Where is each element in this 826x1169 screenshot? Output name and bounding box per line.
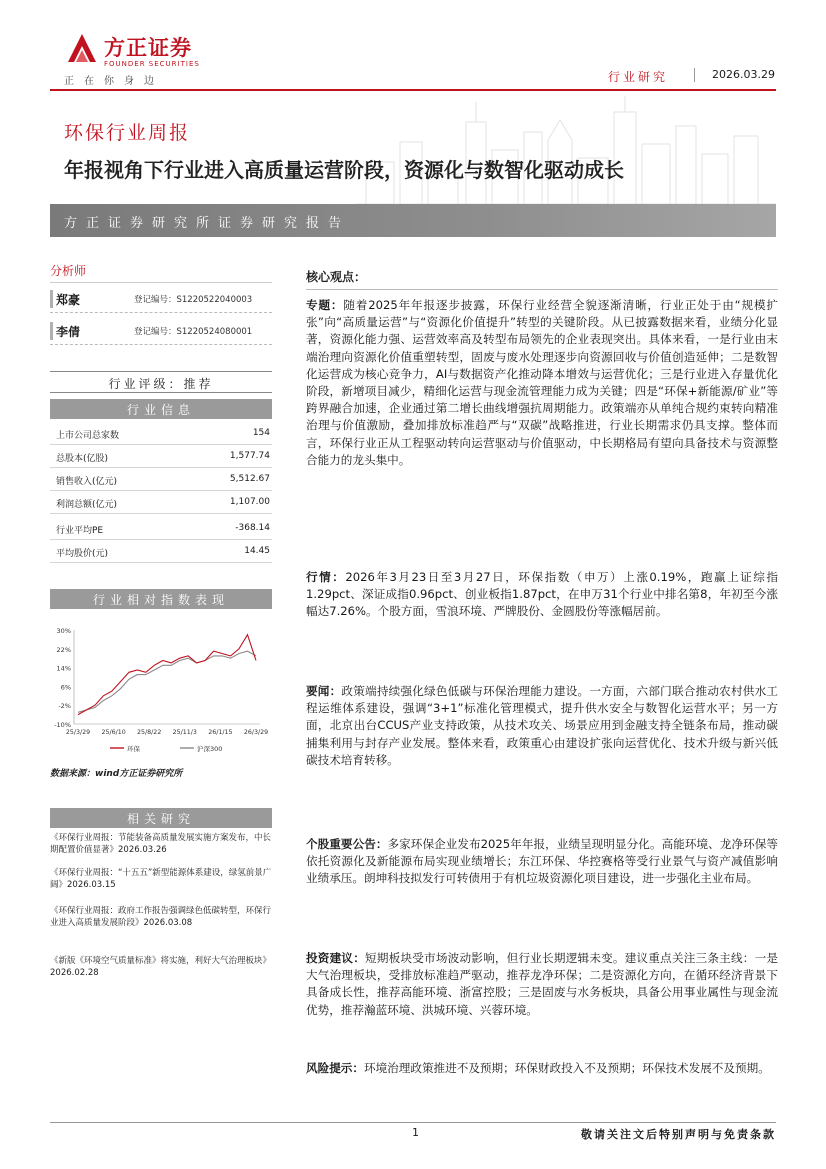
related-report[interactable]: 《环保行业周报：政府工作报告强调绿色低碳转型，环保行业进入高质量发展阶段》2026.03.08 (50, 906, 272, 928)
chart-y-tick-label: -10% (54, 721, 71, 729)
topic-paragraph (306, 297, 778, 469)
info-row (50, 445, 272, 468)
info-value: 5,512.67 (229, 474, 270, 484)
analyst-row (50, 287, 272, 313)
info-key: 总股本(亿股) (56, 454, 109, 464)
analyst-name: 郑豪 (56, 293, 81, 307)
analyst-section-label: 分析师 (50, 264, 87, 278)
header-rule (50, 89, 776, 91)
risk-label: 风险提示： (306, 1061, 364, 1075)
analyst-registration: 登记编号：S1220524080001 (134, 327, 253, 337)
chart-x-tick-label: 25/11/3 (172, 729, 197, 736)
chart-source: 数据来源：wind方正证券研究所 (50, 769, 183, 779)
market-text: 2026年3月23日至3月27日，环保指数（申万）上涨0.19%，跑赢上证综指1.29pct、深证成指0.96pct、创业板指1.87pct，在申万31个行业中排名第8，年初至今涨幅达7.26%。个股方面，雪浪环境、严牌股份、金圆股份等涨幅居前。 (306, 570, 778, 619)
report-title: 年报视角下行业进入高质量运营阶段，资源化与数智化驱动成长 (64, 158, 624, 182)
report-category: 行业研究 (608, 70, 669, 84)
chart-x-tick-label: 26/3/29 (243, 729, 269, 736)
chart-y-tick-label: -2% (58, 702, 71, 711)
info-key: 上市公司总家数 (56, 431, 120, 441)
report-banner (50, 92, 776, 237)
chart-svg (50, 612, 272, 760)
index-chart-header: 行业相对指数表现 (50, 589, 272, 609)
analyst-divider (50, 282, 272, 283)
founder-logo-icon (64, 30, 100, 66)
investment-label: 投资建议： (306, 951, 366, 965)
info-row (50, 422, 272, 445)
news-label: 要闻： (306, 684, 342, 698)
chart-y-tick-label: 14% (56, 664, 71, 673)
institute-bar (50, 204, 776, 237)
chart-series-line (78, 635, 256, 715)
chart-y-tick-label: 6% (60, 683, 71, 692)
header-separator (694, 68, 695, 82)
analyst-row (50, 319, 272, 345)
related-research-header: 相关研究 (50, 808, 272, 828)
chart-legend-label: 环保 (127, 745, 140, 753)
chart-x-tick-label: 26/1/15 (208, 729, 233, 736)
risk-paragraph (306, 1060, 778, 1077)
info-value: 1,107.00 (229, 497, 270, 507)
chart-y-tick-label: 22% (56, 645, 71, 654)
core-view-rule (306, 289, 778, 290)
market-label: 行情： (306, 570, 346, 584)
analyst-marker (50, 290, 53, 308)
news-paragraph (306, 683, 778, 769)
announcement-text: 多家环保企业发布2025年年报，业绩呈现明显分化。高能环境、龙净环保等依托资源化及新能源布局实现业绩增长；东江环保、华控赛格等受行业景气与资产减值影响业绩承压。朗坤科技拟发行可转债用于有机垃圾资源化项目建设，进一步强化主业布局。 (306, 837, 778, 886)
investment-paragraph (306, 950, 778, 1019)
analyst-name: 李倩 (56, 325, 81, 339)
analyst-registration: 登记编号：S1220522040003 (134, 295, 253, 305)
info-row (50, 468, 272, 491)
info-row (50, 491, 272, 514)
logo-chinese-name: 方正证券 (104, 36, 192, 60)
investment-text: 短期板块受市场波动影响，但行业长期逻辑未变。建议重点关注三条主线：一是大气治理板块，受排放标准趋严驱动，推荐龙净环保；二是资源化方向，在循环经济背景下具备成长性，推荐高能环境、浙富控股；三是固废与水务板块，具备公用事业属性与现金流优势，推荐瀚蓝环境、洪城环境、兴蓉环境。 (306, 951, 778, 1017)
info-row (50, 517, 272, 540)
footer-rule (50, 1122, 776, 1123)
info-key: 销售收入(亿元) (56, 477, 118, 487)
related-report[interactable]: 《环保行业周报：节能装备高质量发展实施方案发布，中长期配置价值显著》2026.03.26 (50, 833, 272, 855)
market-paragraph (306, 569, 778, 621)
chart-legend-label: 沪深300 (197, 745, 223, 753)
chart-y-tick-label: 30% (56, 627, 71, 635)
info-key: 平均股价(元) (56, 549, 109, 559)
topic-label: 专题： (306, 298, 344, 312)
info-row (50, 540, 272, 563)
risk-text: 环境治理政策推进不及预期；环保财政投入不及预期；环保技术发展不及预期。 (363, 1061, 770, 1075)
info-value: 154 (252, 428, 270, 438)
info-value: -368.14 (235, 523, 270, 533)
page-number: 1 (412, 1126, 419, 1139)
info-key: 利润总额(亿元) (56, 500, 118, 510)
related-report[interactable]: 《环保行业周报：“十五五”新型能源体系建设，绿氢前景广阔》2026.03.15 (50, 868, 272, 890)
relative-index-chart (50, 612, 272, 760)
report-type: 环保行业周报 (64, 122, 191, 144)
announcement-label: 个股重要公告： (306, 837, 388, 851)
chart-x-tick-label: 25/8/22 (137, 729, 162, 736)
news-text: 政策端持续强化绿色低碳与环保治理能力建设。一方面，六部门联合推动农村供水工程运维体系建设，强调“3+1”标准化管理模式，提升供水安全与数智化运营水平；另一方面，北京出台CCUS产业支持政策，从技术攻关、场景应用到金融支持全链条布局，推动碳捕集利用与封存产业发展。整体来看，政策重心由建设扩张向运营优化、技术升级与新兴低碳技术培育转移。 (306, 684, 778, 767)
related-report[interactable]: 《新版《环境空气质量标准》将实施，利好大气治理板块》2026.02.28 (50, 956, 272, 978)
info-value: 1,577.74 (229, 451, 270, 461)
chart-x-tick-label: 25/6/10 (101, 729, 126, 736)
institute-label: 方正证券研究所证券研究报告 (64, 216, 351, 231)
announcement-paragraph (306, 836, 778, 888)
info-key: 行业平均PE (56, 526, 104, 536)
topic-text: 随着2025年年报逐步披露，环保行业经营全貌逐渐清晰，行业正处于由“规模扩张”向“高质量运营”与“资源化价值提升”转型的关键阶段。从已披露数据来看，业绩分化显著，资源化能力强、运营效率高及转型布局领先的企业表现突出。具体来看，一是行业由末端治理向资源化价值重塑转型，固废与废水处理逐步向资源回收与价值创造延伸；二是数智化运营成为核心竞争力，AI与数据资产化推动降本增效与运营优化；三是行业进入存量优化阶段，新增项目减少，精细化运营与现金流管理能力成为关键；四是“环保+新能源/矿业”等跨界融合加速，企业通过第二增长曲线增强抗周期能力。政策端亦从单纯合规约束转向精准治理与价值激励，叠加排放标准趋严与“双碳”战略推进，行业长期需求仍具支撑。整体而言，环保行业正从工程驱动转向运营驱动与价值驱动，中长期格局有望向具备技术与资源整合能力的龙头集中。 (306, 298, 778, 467)
report-date: 2026.03.29 (712, 68, 775, 81)
info-value: 14.45 (244, 546, 270, 556)
industry-info-header: 行业信息 (50, 399, 272, 419)
chart-x-tick-label: 25/3/29 (65, 729, 91, 736)
analyst-marker (50, 322, 53, 340)
core-view-title: 核心观点： (306, 270, 367, 284)
logo-english-name: FOUNDER SECURITIES (104, 60, 200, 68)
slogan: 正在你身边 (64, 76, 164, 87)
disclaimer-notice: 敬请关注文后特别声明与免责条款 (581, 1128, 776, 1141)
chart-series-line (78, 651, 256, 712)
industry-rating: 行业评级：推荐 (50, 371, 272, 393)
